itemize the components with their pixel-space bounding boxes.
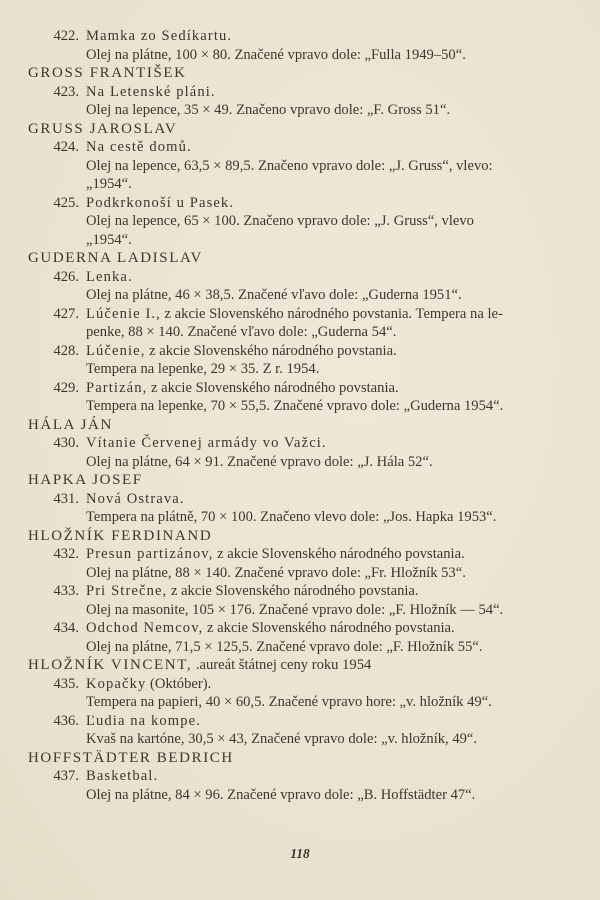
catalog-content (27, 27, 587, 804)
entry-title (27, 342, 587, 361)
entry-title-main: Na cestě domů. (86, 139, 192, 155)
entry-title (27, 767, 587, 786)
entry-number: 426. (53, 268, 79, 285)
artist-note: .aureát štátnej ceny roku 1954 (192, 657, 372, 673)
entry-number: 430. (53, 435, 79, 451)
entry-title (27, 27, 587, 46)
entry-title-main: Presun partizánov, (86, 546, 214, 562)
entry-title-rest: (Október). (146, 675, 212, 692)
catalog-entry-422 (27, 27, 587, 64)
entry-title (27, 268, 587, 287)
entry-description: Olej na lepence, 63,5 × 89,5. Značeno vpravo dole: „J. Gruss“, vlevo: (86, 157, 493, 174)
entry-description: Tempera na lepenke, 70 × 55,5. Značené vpravo dole: „Guderna 1954“. (86, 398, 504, 414)
entry-number: 432. (53, 546, 79, 562)
entry-number: 433. (53, 583, 79, 599)
entry-description: Olej na masonite, 105 × 176. Značené vpravo dole: „F. Hložník — 54“. (86, 601, 504, 618)
entry-number: 431. (53, 490, 79, 507)
entry-title-rest: z akcie Slovenského národného povstania. (145, 342, 397, 359)
artist-name: HLOŽNÍK VINCENT, (28, 657, 193, 673)
entry-title-main: Pri Strečne, (86, 583, 168, 599)
entry-title (27, 434, 587, 453)
page-number: 118 (290, 846, 310, 861)
entry-title-main: Ľudia na kompe. (86, 712, 201, 729)
artist-heading: GROSS FRANTIŠEK (28, 65, 187, 81)
catalog-entry-423 (27, 83, 587, 120)
entry-number: 437. (53, 768, 79, 784)
entry-title (27, 83, 587, 102)
catalog-entry-428 (27, 342, 587, 379)
artist-heading (27, 656, 587, 675)
catalog-entry-431 (27, 490, 587, 527)
entry-description: Tempera na plátně, 70 × 100. Značeno vlevo dole: „Jos. Hapka 1953“. (86, 509, 497, 525)
catalog-entry-430 (27, 434, 587, 471)
entry-title (27, 490, 587, 509)
entry-number: 428. (53, 342, 79, 359)
entry-description: Tempera na papieri, 40 × 60,5. Značené vpravo hore: „v. hložník 49“. (86, 694, 492, 710)
entry-title-main: Mamka zo Sedíkartu. (86, 28, 233, 44)
entry-title-rest: z akcie Slovenského národného povstania. (203, 620, 455, 636)
entry-number: 427. (53, 305, 79, 322)
entry-description: Olej na plátne, 88 × 140. Značené vpravo dole: „Fr. Hložník 53“. (86, 564, 466, 581)
entry-number: 435. (53, 675, 79, 692)
entry-description: penke, 88 × 140. Značené vľavo dole: „Guderna 54“. (86, 324, 397, 340)
catalog-entry-437 (27, 767, 587, 804)
entry-description: Kvaš na kartóne, 30,5 × 43, Značené vpravo dole: „v. hložník, 49“. (86, 731, 478, 747)
entry-number: 436. (53, 712, 79, 729)
entry-title-rest: z akcie Slovenského národného povstania. Tempera na le- (160, 305, 503, 322)
entry-title-main: Basketbal. (86, 768, 159, 784)
catalog-entry-425 (27, 194, 587, 250)
entry-title-main: Vítanie Červenej armády vo Važci. (86, 435, 327, 451)
artist-heading: HAPKA JOSEF (28, 472, 143, 488)
entry-title (27, 305, 587, 324)
catalog-entry-426 (27, 268, 587, 305)
entry-number: 434. (53, 620, 79, 636)
entry-title (27, 675, 587, 694)
entry-description-cont: „1954“. (86, 176, 132, 192)
entry-description: Olej na lepence, 35 × 49. Značeno vpravo dole: „F. Gross 51“. (86, 102, 451, 118)
entry-title-main: Na Letenské pláni. (86, 83, 216, 100)
entry-title (27, 545, 587, 564)
entry-description: Olej na plátne, 100 × 80. Značené vpravo dole: „Fulla 1949–50“. (86, 46, 466, 63)
catalog-entry-435 (27, 675, 587, 712)
artist-heading: HOFFSTÄDTER BEDRICH (28, 749, 234, 766)
entry-description: Olej na lepence, 65 × 100. Značeno vpravo dole: „J. Gruss“, vlevo (86, 213, 474, 229)
catalog-entry-434 (27, 619, 587, 656)
artist-heading: HLOŽNÍK FERDINAND (28, 527, 213, 544)
entry-title-main: Odchod Nemcov, (86, 620, 204, 636)
entry-title-main: Partizán, (86, 379, 148, 396)
entry-description: Olej na plátne, 46 × 38,5. Značené vľavo dole: „Guderna 1951“. (86, 287, 462, 303)
entry-title (27, 619, 587, 638)
entry-title (27, 138, 587, 157)
entry-title-main: Lúčenie, (86, 342, 146, 359)
catalog-entry-433 (27, 582, 587, 619)
artist-heading: GUDERNA LADISLAV (28, 250, 203, 266)
catalog-entry-432 (27, 545, 587, 582)
catalog-entry-429 (27, 379, 587, 416)
entry-title-rest: z akcie Slovenského národného povstania. (213, 546, 465, 562)
entry-title-main: Lúčenie I., (86, 305, 161, 322)
entry-description-cont: „1954“. (86, 231, 132, 248)
entry-title (27, 712, 587, 731)
entry-title-main: Nová Ostrava. (86, 490, 185, 507)
catalog-entry-427 (27, 305, 587, 342)
entry-description: Olej na plátne, 71,5 × 125,5. Značené vpravo dole: „F. Hložník 55“. (86, 638, 483, 655)
catalog-entry-436 (27, 712, 587, 749)
entry-title-main: Podkrkonoší u Pasek. (86, 194, 235, 211)
artist-heading: GRUSS JAROSLAV (28, 120, 178, 137)
entry-description: Olej na plátne, 84 × 96. Značené vpravo dole: „B. Hoffstädter 47“. (86, 786, 476, 803)
entry-number: 423. (53, 83, 79, 100)
entry-title-rest: z akcie Slovenského národného povstania. (147, 379, 399, 396)
entry-title (27, 379, 587, 398)
entry-number: 422. (53, 28, 79, 44)
entry-title (27, 194, 587, 213)
entry-number: 424. (53, 139, 79, 155)
entry-number: 429. (53, 379, 79, 396)
entry-title-main: Lenka. (86, 268, 133, 285)
entry-title-rest: z akcie Slovenského národného povstania. (167, 583, 419, 599)
entry-number: 425. (53, 194, 79, 211)
entry-title (27, 582, 587, 601)
artist-heading: HÁLA JÁN (28, 416, 113, 433)
catalog-entry-424 (27, 138, 587, 194)
entry-description: Tempera na lepenke, 29 × 35. Z r. 1954. (86, 361, 320, 377)
entry-description: Olej na plátne, 64 × 91. Značené vpravo dole: „J. Hála 52“. (86, 453, 433, 470)
entry-title-main: Kopačky (86, 675, 147, 692)
